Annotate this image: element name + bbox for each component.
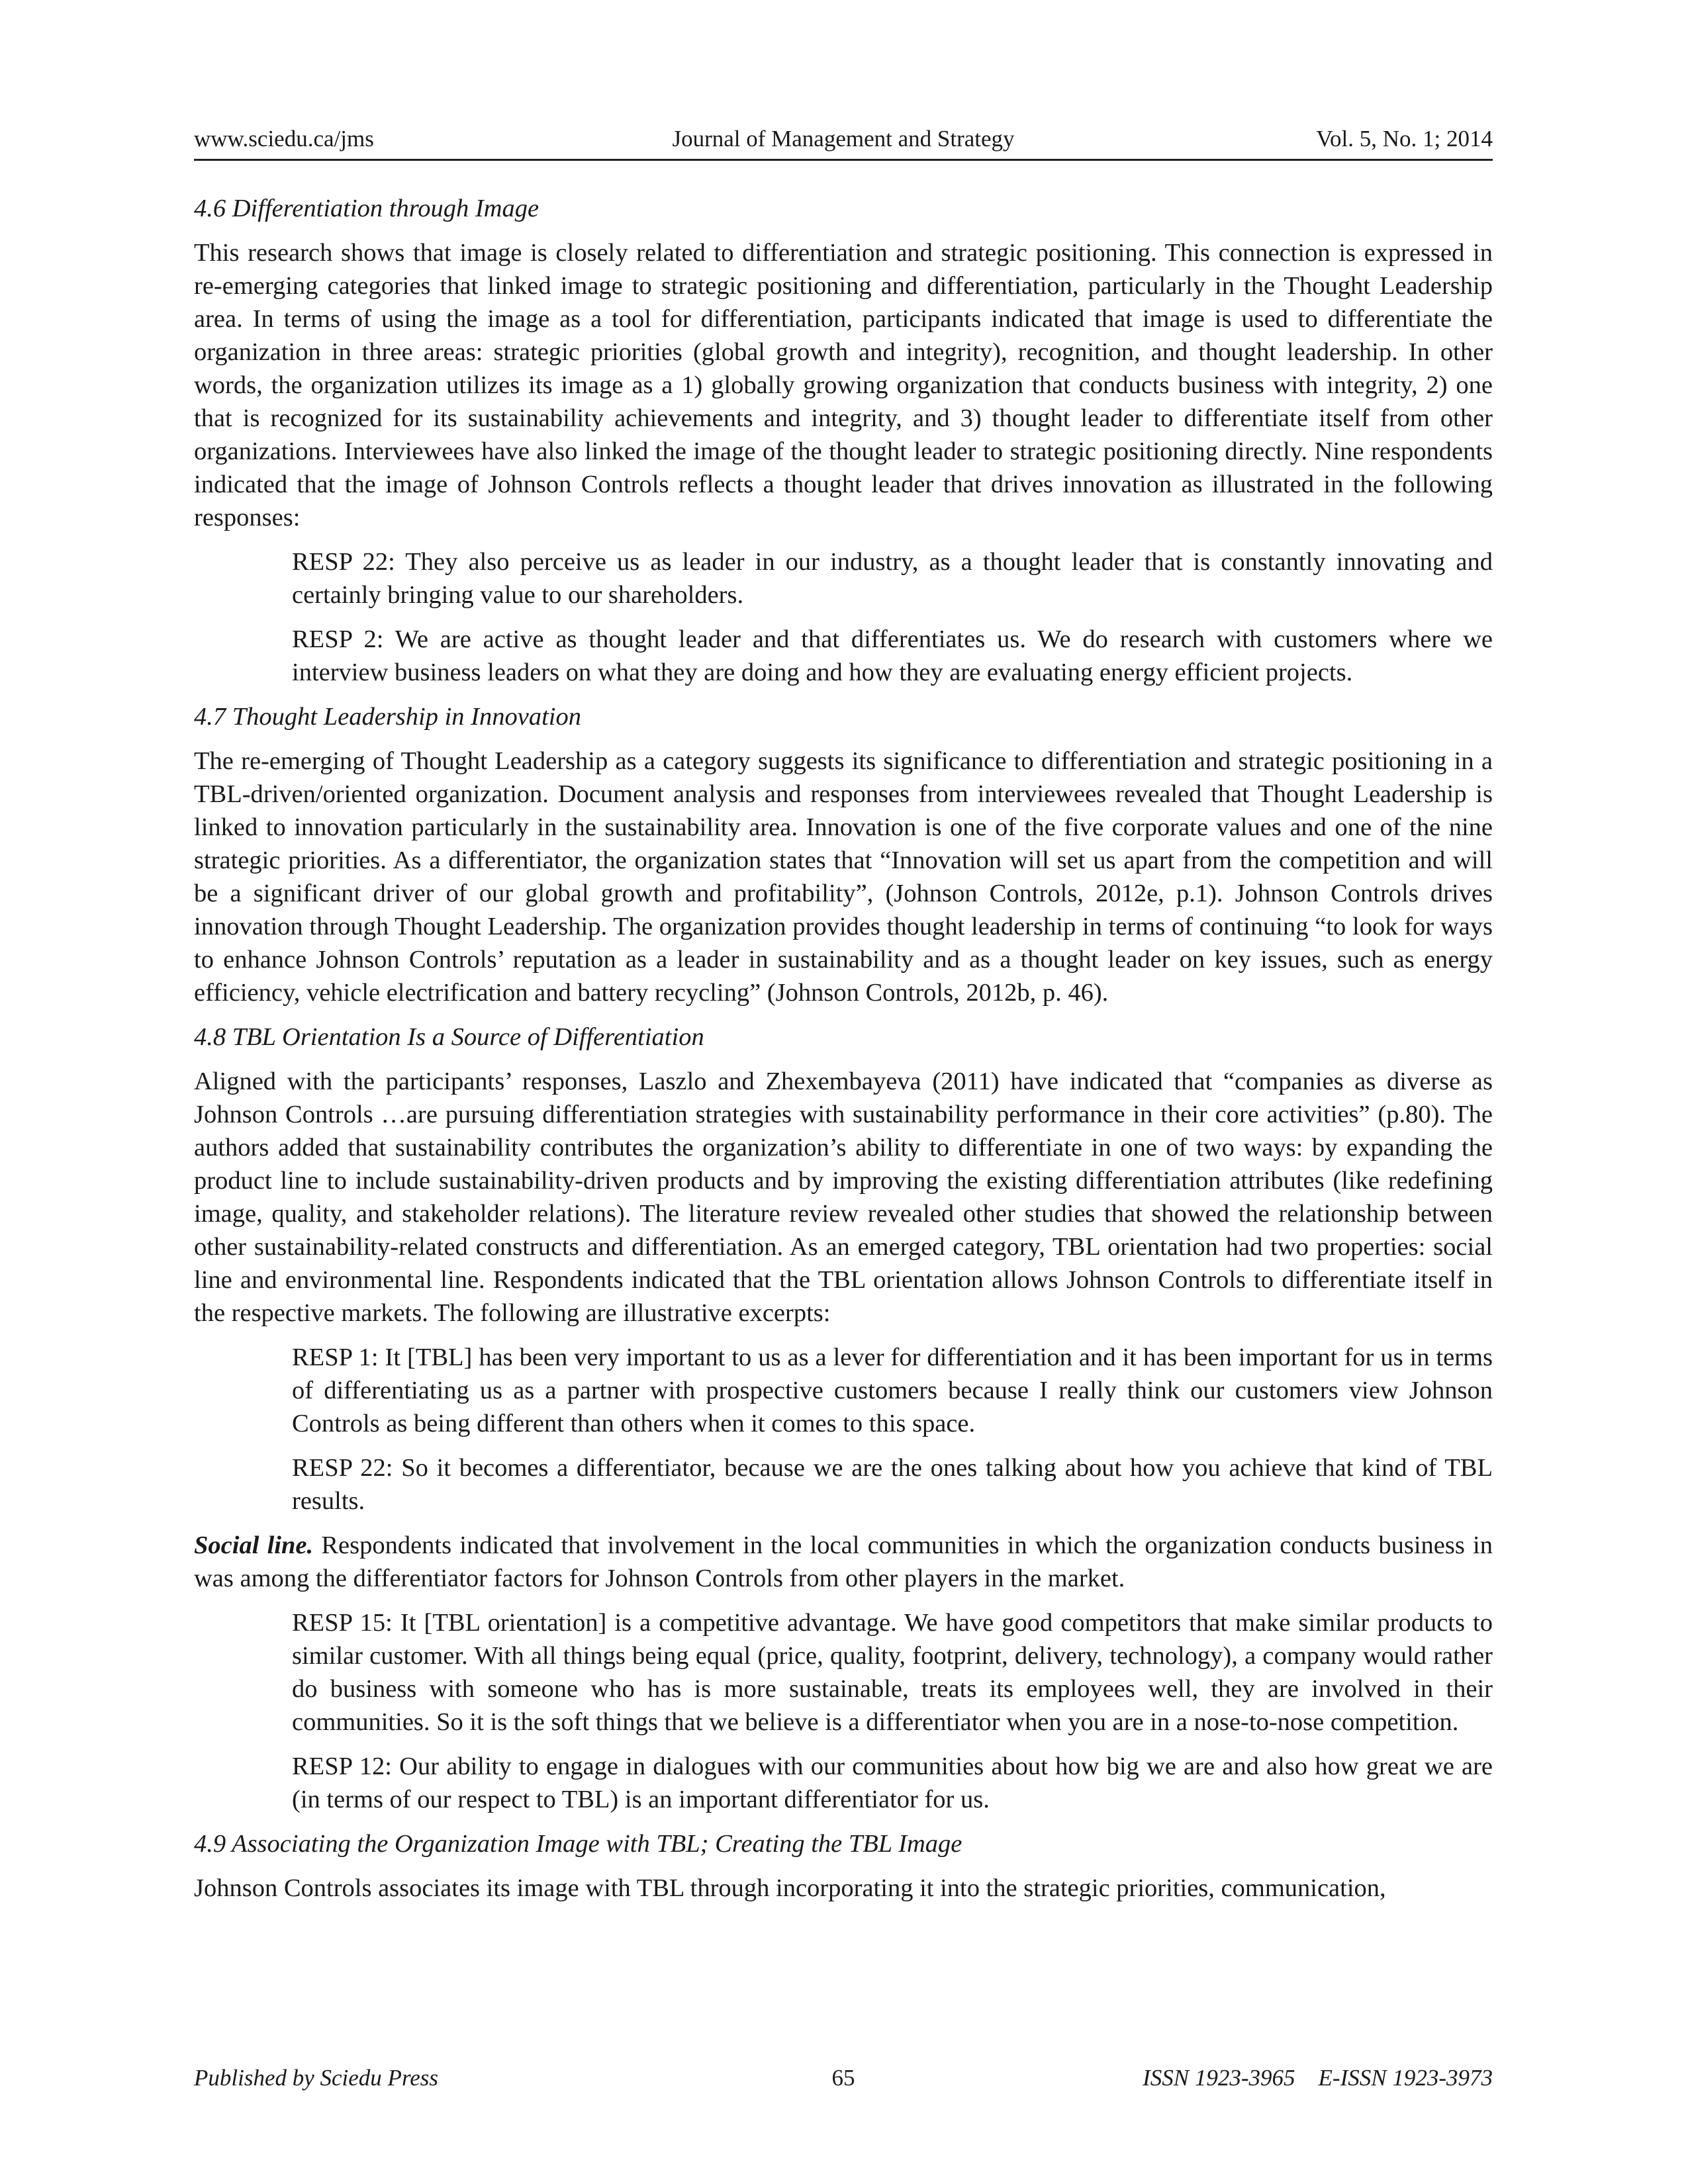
paragraph-social-line xyxy=(194,1529,1493,1595)
issn: ISSN 1923-3965 E-ISSN 1923-3973 xyxy=(1143,2065,1493,2091)
paragraph: The re-emerging of Thought Leadership as a category suggests its significance to differentiation and strategic positioning in a TBL-driven/oriented organization. Document analysis and responses from interviewees revealed that Thought Leadership is linked to innovation particularly in the sustainability area. Innovation is one of the five corporate values and one of the nine strategic priorities. As a differentiator, the organization states that “Innovation will set us apart from the competition and will be a significant driver of our global growth and profitability”, (Johnson Controls, 2012e, p.1). Johnson Controls drives innovation through Thought Leadership. The organization provides thought leadership in terms of continuing “to look for ways to enhance Johnson Controls’ reputation as a leader in sustainability and as a thought leader on key issues, such as energy efficiency, vehicle electrification and battery recycling” (Johnson Controls, 2012b, p. 46). xyxy=(194,747,1493,1007)
volume-info: Vol. 5, No. 1; 2014 xyxy=(1316,126,1493,152)
running-header xyxy=(194,119,1493,161)
interview-quote: RESP 15: It [TBL orientation] is a competitive advantage. We have good competitors that make similar products to similar customer. With all things being equal (price, quality, footprint, delivery, technology), a company would rather do business with someone who has is more sustainable, treats its employees well, they are involved in their communities. So it is the soft things that we believe is a differentiator when you are in a nose-to-nose competition. xyxy=(292,1609,1493,1736)
run-in-heading-social-line: Social line. xyxy=(194,1531,314,1559)
interview-quote: RESP 12: Our ability to engage in dialogues with our communities about how big we are and also how great we are (in terms of our respect to TBL) is an important differentiator for us. xyxy=(292,1752,1493,1813)
section-heading-4-9: 4.9 Associating the Organization Image with TBL; Creating the TBL Image xyxy=(194,1830,962,1858)
paragraph: Aligned with the participants’ responses, Laszlo and Zhexembayeva (2011) have indicated that “companies as diverse as Johnson Controls …are pursuing differentiation strategies with sustainability performance in their core activities” (p.80). The authors added that sustainability contributes the organization’s ability to differentiate in one of two ways: by expanding the product line to include sustainability-driven products and by improving the existing differentiation attributes (like redefining image, quality, and stakeholder relations). The literature review revealed other studies that showed the relationship between other sustainability-related constructs and differentiation. As an emerged category, TBL orientation had two properties: social line and environmental line. Respondents indicated that the TBL orientation allows Johnson Controls to differentiate itself in the respective markets. The following are illustrative excerpts: xyxy=(194,1068,1493,1327)
page-number: 65 xyxy=(831,2065,855,2091)
article-body xyxy=(194,192,1493,1916)
section-heading-4-7: 4.7 Thought Leadership in Innovation xyxy=(194,703,581,731)
publisher: Published by Sciedu Press xyxy=(194,2065,439,2091)
section-heading-4-8: 4.8 TBL Orientation Is a Source of Differentiation xyxy=(194,1023,704,1051)
interview-quote: RESP 2: We are active as thought leader and that differentiates us. We do research with customers where we interview business leaders on what they are doing and how they are evaluating energy efficient projects. xyxy=(292,625,1493,686)
paragraph: This research shows that image is closely related to differentiation and strategic positioning. This connection is expressed in re-emerging categories that linked image to strategic positioning and differentiation, particularly in the Thought Leadership area. In terms of using the image as a tool for differentiation, participants indicated that image is used to differentiate the organization in three areas: strategic priorities (global growth and integrity), recognition, and thought leadership. In other words, the organization utilizes its image as a 1) globally growing organization that conducts business with integrity, 2) one that is recognized for its sustainability achievements and integrity, and 3) thought leader to differentiate itself from other organizations. Interviewees have also linked the image of the thought leader to strategic positioning directly. Nine respondents indicated that the image of Johnson Controls reflects a thought leader that drives innovation as illustrated in the following responses: xyxy=(194,239,1493,531)
section-heading-4-6: 4.6 Differentiation through Image xyxy=(194,195,539,222)
journal-title: Journal of Management and Strategy xyxy=(672,126,1015,152)
paragraph-text: Respondents indicated that involvement in the local communities in which the organization conducts business in was among the differentiator factors for Johnson Controls from other players in the market. xyxy=(194,1531,1493,1592)
paragraph: Johnson Controls associates its image with TBL through incorporating it into the strategic priorities, communication, xyxy=(194,1874,1386,1902)
interview-quote: RESP 22: So it becomes a differentiator, because we are the ones talking about how you achieve that kind of TBL results. xyxy=(292,1454,1493,1515)
interview-quote: RESP 22: They also perceive us as leader in our industry, as a thought leader that is constantly innovating and certainly bringing value to our shareholders. xyxy=(292,548,1493,609)
journal-url[interactable]: www.sciedu.ca/jms xyxy=(194,126,374,152)
interview-quote: RESP 1: It [TBL] has been very important to us as a lever for differentiation and it has been important for us in terms of differentiating us as a partner with prospective customers because I really think our customers view Johnson Controls as being different than others when it comes to this space. xyxy=(292,1343,1493,1437)
